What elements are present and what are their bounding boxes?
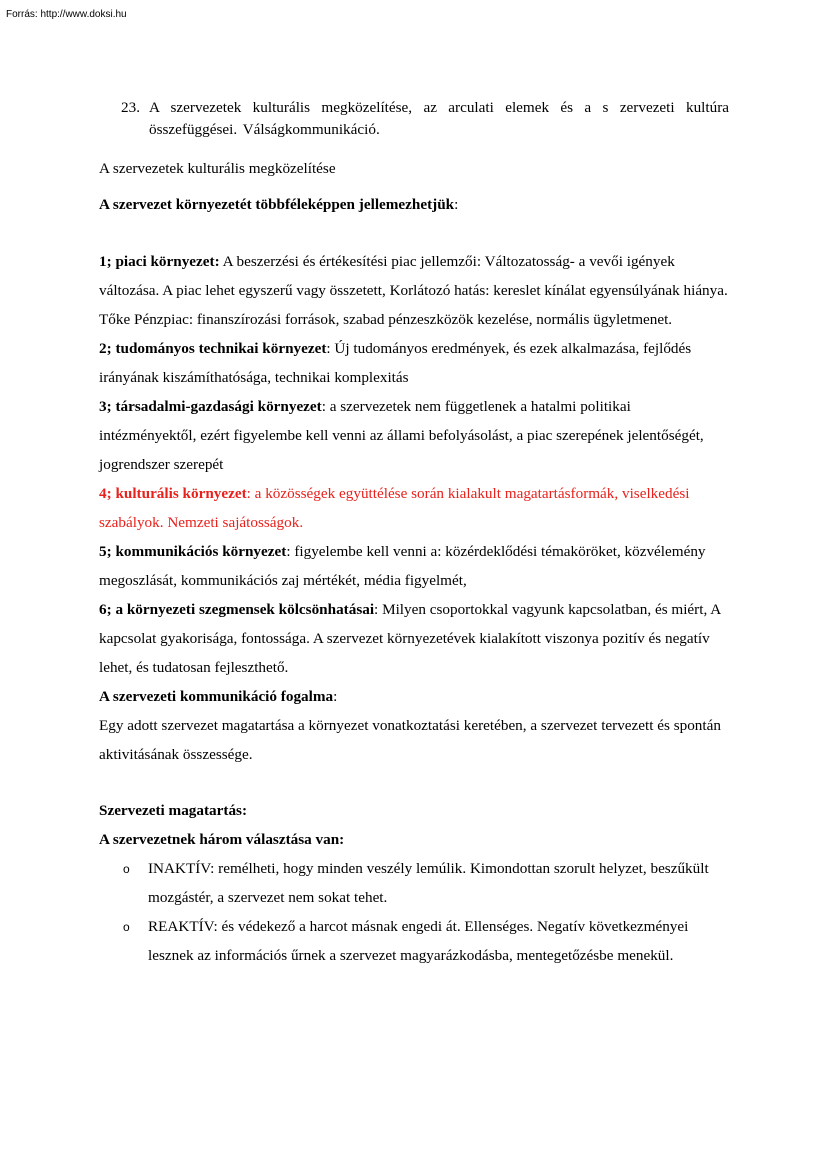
environment-text: A beszerzési és értékesítési piac jellemzői: Változatosság- a vevői igények változása. A piac lehet egyszerű vagy összetett, Korlátozó hatás: kereslet kínálat egyensúlyának hiánya. Tőke Pénzpiac: finanszírozási források, szabad pénzeszközök kezelése, normális ügyletmenet. bbox=[99, 253, 728, 328]
topic-title: A szervezetek kulturális megközelítése, az arculati elemek és a s zervezeti kultúra összefüggései. Válságkommunikáció. bbox=[149, 99, 729, 138]
bullet-circle-icon: o bbox=[123, 920, 130, 934]
behavior-subtitle bbox=[99, 825, 729, 854]
intro-line: A szervezetek kulturális megközelítése bbox=[99, 160, 336, 177]
behavior-title bbox=[99, 796, 729, 825]
behavior-option-text: INAKTÍV: remélheti, hogy minden veszély lemúlik. Kimondottan szorult helyzet, beszűkült mozgástér, a szervezet nem sokat tehet. bbox=[148, 860, 709, 906]
environment-text: : a közösségek együttélése során kialakult magatartásformák, viselkedési szabályok. Nemzeti sajátosságok. bbox=[99, 485, 690, 531]
section-title bbox=[99, 194, 729, 216]
environment-text: : Új tudományos eredmények, és ezek alkalmazása, fejlődés irányának kiszámíthatósága, technikai komplexitás bbox=[99, 340, 692, 386]
behavior-title-bold: Szervezeti magatartás: bbox=[99, 802, 248, 819]
behavior-subtitle-bold: A szervezetnek három választása van: bbox=[99, 831, 345, 848]
topic-heading bbox=[121, 97, 729, 141]
environment-item-highlighted bbox=[99, 479, 729, 537]
environment-label: 2; tudományos technikai környezet bbox=[99, 340, 327, 357]
environment-item bbox=[99, 392, 729, 479]
topic-number: 23. bbox=[121, 99, 140, 116]
communication-title-tail: : bbox=[333, 688, 338, 705]
environment-text: : Milyen csoportokkal vagyunk kapcsolatban, és miért, A kapcsolat gyakorisága, fontossága. A szervezet környezetévek kialakított viszonya pozitív és negatív lehet, és tudatosan fejleszthető. bbox=[99, 601, 721, 676]
environment-label: 5; kommunikációs környezet bbox=[99, 543, 287, 560]
document-body bbox=[99, 97, 729, 970]
section-title-tail: : bbox=[454, 196, 459, 213]
environment-label: 1; piaci környezet: bbox=[99, 253, 220, 270]
communication-definition: Egy adott szervezet magatartása a környezet vonatkoztatási keretében, a szervezet tervezett és spontán aktivitásának összessége. bbox=[99, 717, 721, 763]
behavior-option bbox=[123, 912, 729, 970]
behavior-option bbox=[123, 854, 729, 912]
environment-item bbox=[99, 537, 729, 595]
bullet-circle-icon: o bbox=[123, 862, 130, 876]
behavior-option-text: REAKTÍV: és védekező a harcot másnak engedi át. Ellenséges. Negatív következményei lesznek az információs űrnek a szervezet magyarázkodásba, mentegetőzésbe menekül. bbox=[148, 918, 689, 964]
communication-title-bold: A szervezeti kommunikáció fogalma bbox=[99, 688, 334, 705]
section-title-bold: A szervezet környezetét többféleképpen jellemezhetjük bbox=[99, 196, 455, 213]
environment-item bbox=[99, 595, 729, 682]
environment-label: 3; társadalmi-gazdasági környezet bbox=[99, 398, 322, 415]
environment-text: : a szervezetek nem függetlenek a hatalmi politikai intézményektől, ezért figyelembe kell venni az állami befolyásolást, a piac szerepének jelentőségét, jogrendszer szerepét bbox=[99, 398, 704, 473]
communication-title bbox=[99, 682, 729, 711]
environment-item bbox=[99, 247, 729, 334]
environment-label: 6; a környezeti szegmensek kölcsönhatásai bbox=[99, 601, 375, 618]
environment-item bbox=[99, 334, 729, 392]
environment-text: : figyelembe kell venni a: közérdeklődési témaköröket, közvélemény megoszlását, kommunikációs zaj mértékét, média figyelmét, bbox=[99, 543, 706, 589]
source-label: Forrás: http://www.doksi.hu bbox=[6, 9, 127, 20]
environment-label: 4; kulturális környezet bbox=[99, 485, 247, 502]
